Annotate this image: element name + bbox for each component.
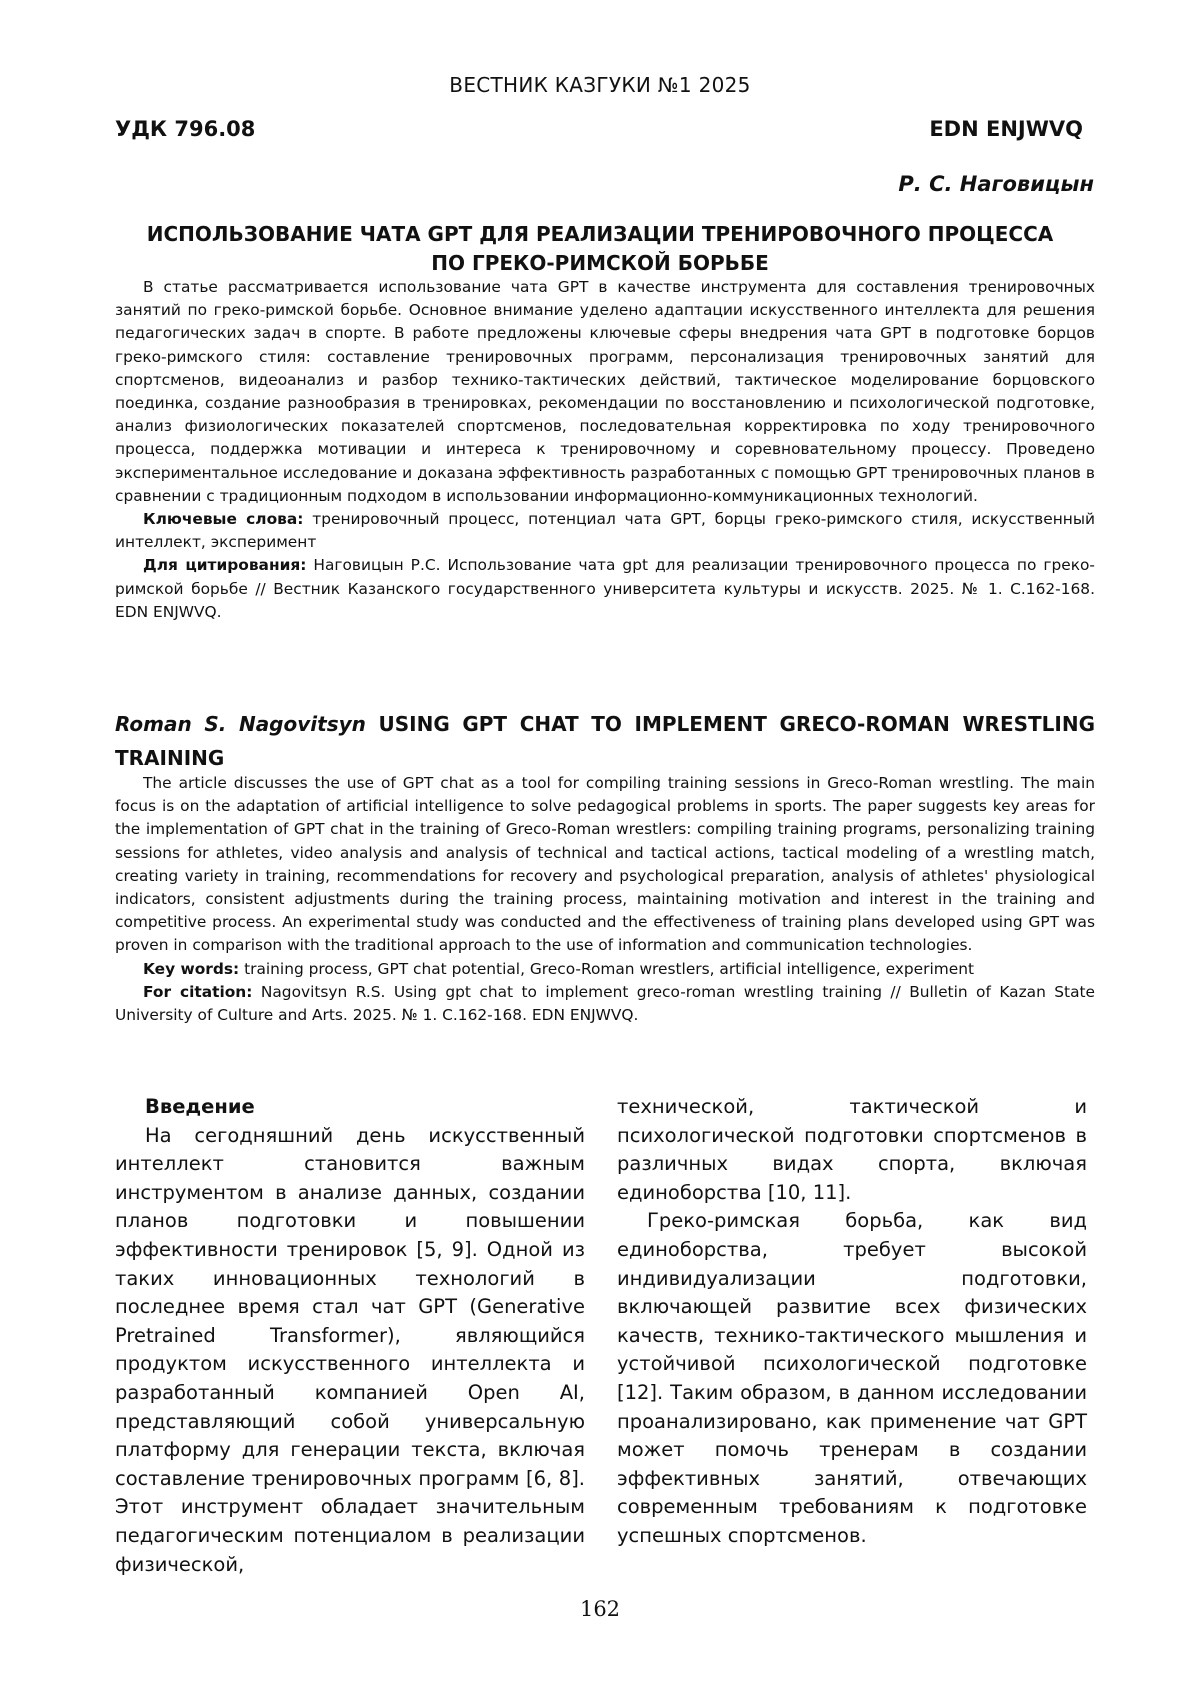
title-line-1: ИСПОЛЬЗОВАНИЕ ЧАТА GPT ДЛЯ РЕАЛИЗАЦИИ ТРЕНИРОВОЧНОГО ПРОЦЕССА — [146, 222, 1054, 246]
intro-paragraph-2: Греко-римская борьба, как вид единоборства, требует высокой индивидуализации подготовки, включающей развитие всех физических качеств, технико-тактического мышления и устойчивой психологической подготовке [12]. Таким образом, в данном исследовании проанализировано, как применение чат GPT может помочь тренерам в создании эффективных занятий, отвечающих современным требованиям к подготовке успешных спортсменов. — [617, 1209, 1087, 1547]
abstract-en — [115, 772, 1095, 1027]
body-column-right — [617, 1093, 1087, 1551]
keywords-ru-label: Ключевые слова: — [143, 510, 304, 529]
keywords-ru-text: тренировочный процесс, потенциал чата GPT, борцы греко-римского стиля, искусственный интеллект, эксперимент — [115, 510, 1095, 552]
citation-en-text: Nagovitsyn R.S. Using gpt chat to implement greco-roman wrestling training // Bulletin of Kazan State University of Culture and Arts. 2025. № 1. С.162-168. EDN ENJWVQ. — [115, 982, 1095, 1025]
abstract-en-text: The article discusses the use of GPT chat as a tool for compiling training sessions in Greco-Roman wrestling. The main focus is on the adaptation of artificial intelligence to solve pedagogical problems in sports. The paper suggests key areas for the implementation of GPT chat in the training of Greco-Roman wrestlers: compiling training programs, personalizing training sessions for athletes, video analysis and analysis of technical and tactical actions, tactical modeling of a wrestling match, creating variety in training, recommendations for recovery and psychological preparation, analysis of athletes' physiological indicators, consistent adjustments during the training process, maintaining motivation and interest in the training and competitive process. An experimental study was conducted and the effectiveness of training plans developed using GPT was proven in comparison with the traditional approach to the use of information and communication technologies. — [115, 774, 1095, 955]
intro-paragraph-1-cont: технической, тактической и психологической подготовки спортсменов в различных видах спорта, включая единоборства [10, 11]. — [617, 1095, 1087, 1204]
keywords-ru — [115, 508, 1095, 554]
edn-code: EDN ENJWVQ — [929, 117, 1083, 141]
citation-ru-label: Для цитирования: — [143, 556, 307, 575]
citation-ru-text: Наговицын Р.С. Использование чата gpt для реализации тренировочного процесса по греко-римской борьбе // Вестник Казанского государственного университета культуры и искусств. 2025. № 1. С.162-168. EDN ENJWVQ. — [115, 556, 1095, 621]
english-author: Roman S. Nagovitsyn — [115, 712, 366, 736]
intro-heading: Введение — [145, 1095, 255, 1118]
citation-en-label: For citation: — [143, 982, 253, 1001]
keywords-en-label: Key words: — [143, 959, 240, 978]
page-number: 162 — [579, 1597, 621, 1621]
citation-ru — [115, 554, 1095, 624]
english-title: USING GPT CHAT TO IMPLEMENT GRECO-ROMAN WRESTLING TRAINING — [115, 712, 1096, 770]
udk-code: УДК 796.08 — [115, 117, 256, 141]
body-column-left — [115, 1093, 585, 1579]
keywords-en — [115, 958, 1095, 981]
keywords-en-text: training process, GPT chat potential, Greco-Roman wrestlers, artificial intelligence, experiment — [239, 959, 974, 978]
citation-en — [115, 981, 1095, 1027]
author-name: Р. С. Наговицын — [898, 172, 1094, 196]
article-title — [100, 220, 1100, 278]
abstract-ru-text: В статье рассматривается использование чата GPT в качестве инструмента для составления тренировочных занятий по греко-римской борьбе. Основное внимание уделено адаптации искусственного интеллекта для решения педагогических задач в спорте. В работе предложены ключевые сферы внедрения чата GPT в подготовке борцов греко-римского стиля: составление тренировочных программ, персонализация тренировочных занятий для спортсменов, видеоанализ и разбор технико-тактических действий, тактическое моделирование борцовского поединка, создание разнообразия в тренировках, рекомендации по восстановлению и психологической подготовке, анализ физиологических показателей спортсменов, последовательная корректировка по ходу тренировочного процесса, поддержка мотивации и интереса к тренировочному и соревновательному процессу. Проведено экспериментальное исследование и доказана эффективность разработанных с помощью GPT тренировочных планов в сравнении с традиционным подходом в использовании информационно-коммуникационных технологий. — [115, 278, 1095, 505]
title-line-2: ПО ГРЕКО-РИМСКОЙ БОРЬБЕ — [431, 251, 769, 275]
intro-paragraph-1: На сегодняшний день искусственный интеллект становится важным инструментом в анализе данных, создании планов подготовки и повышении эффективности тренировок [5, 9]. Одной из таких инновационных технологий в последнее время стал чат GPT (Generative Pretrained Transformer), являющийся продуктом искусственного интеллекта и разработанный компанией Open AI, представляющий собой универсальную платформу для генерации текста, включая составление тренировочных программ [6, 8]. Этот инструмент обладает значительным педагогическим потенциалом в реализации физической, — [115, 1123, 585, 1576]
english-heading — [115, 707, 1095, 775]
abstract-ru — [115, 276, 1095, 624]
journal-header: ВЕСТНИК КАЗГУКИ №1 2025 — [449, 73, 751, 97]
